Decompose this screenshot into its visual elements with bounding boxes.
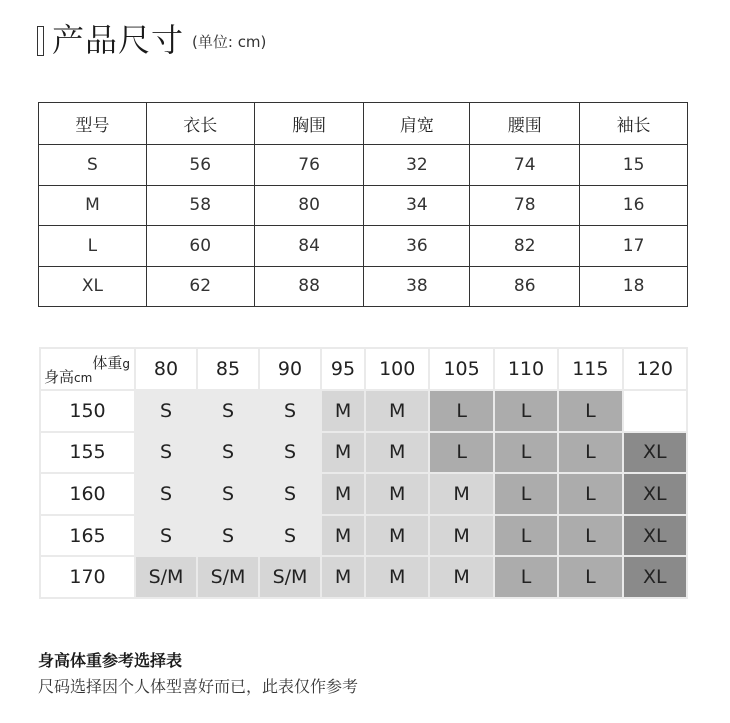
table-cell: 74 bbox=[470, 145, 580, 186]
title-marker bbox=[37, 26, 44, 56]
table-row bbox=[39, 266, 688, 307]
height-label: 身高 bbox=[44, 368, 75, 386]
size-cell: XL bbox=[623, 556, 687, 598]
size-cell: L bbox=[494, 432, 558, 474]
page-title bbox=[37, 20, 266, 60]
weight-header: 105 bbox=[429, 348, 493, 390]
note-title: 身高体重参考选择表 bbox=[38, 651, 183, 670]
weight-header: 95 bbox=[321, 348, 365, 390]
size-cell: XL bbox=[623, 432, 687, 474]
size-cell: S/M bbox=[197, 556, 259, 598]
size-cell: S bbox=[259, 515, 321, 557]
table-row bbox=[39, 226, 688, 267]
height-axis-label bbox=[44, 366, 92, 387]
weight-header: 85 bbox=[197, 348, 259, 390]
size-cell: L bbox=[558, 390, 622, 432]
table-cell: L bbox=[39, 226, 147, 267]
size-cell: S bbox=[197, 390, 259, 432]
table-cell: XL bbox=[39, 266, 147, 307]
table-cell: M bbox=[39, 185, 147, 226]
size-cell: M bbox=[365, 473, 429, 515]
table-cell: 86 bbox=[470, 266, 580, 307]
weight-unit: g bbox=[122, 357, 130, 371]
header-cell: 腰围 bbox=[470, 103, 580, 145]
size-cell: M bbox=[365, 390, 429, 432]
size-cell: M bbox=[429, 515, 493, 557]
weight-label: 体重 bbox=[92, 354, 123, 372]
size-cell: M bbox=[365, 556, 429, 598]
size-cell: L bbox=[558, 473, 622, 515]
size-cell: XL bbox=[623, 515, 687, 557]
size-table bbox=[38, 102, 688, 307]
weight-axis-label bbox=[92, 352, 130, 373]
size-cell: M bbox=[429, 556, 493, 598]
header-cell: 胸围 bbox=[254, 103, 364, 145]
table-cell: 88 bbox=[254, 266, 364, 307]
header-cell: 袖长 bbox=[580, 103, 688, 145]
size-table-header-row bbox=[39, 103, 688, 145]
table-cell: 80 bbox=[254, 185, 364, 226]
header-cell: 衣长 bbox=[146, 103, 254, 145]
table-row bbox=[40, 515, 687, 557]
size-cell: L bbox=[494, 473, 558, 515]
height-header: 170 bbox=[40, 556, 135, 598]
height-header: 165 bbox=[40, 515, 135, 557]
table-cell: 18 bbox=[580, 266, 688, 307]
height-weight-table bbox=[39, 347, 688, 599]
table-cell: 62 bbox=[146, 266, 254, 307]
size-cell: M bbox=[321, 556, 365, 598]
table-row bbox=[40, 432, 687, 474]
table-cell: 34 bbox=[364, 185, 470, 226]
table-cell: 76 bbox=[254, 145, 364, 186]
table-cell: 16 bbox=[580, 185, 688, 226]
header-cell: 型号 bbox=[39, 103, 147, 145]
table-row bbox=[40, 390, 687, 432]
table-row bbox=[40, 473, 687, 515]
size-cell: S/M bbox=[135, 556, 197, 598]
weight-header: 115 bbox=[558, 348, 622, 390]
weight-header: 80 bbox=[135, 348, 197, 390]
table-row bbox=[39, 185, 688, 226]
size-cell: M bbox=[429, 473, 493, 515]
size-cell: S bbox=[197, 432, 259, 474]
size-cell: M bbox=[365, 432, 429, 474]
table-cell: 32 bbox=[364, 145, 470, 186]
size-cell: S bbox=[259, 473, 321, 515]
size-cell: L bbox=[494, 390, 558, 432]
size-cell: M bbox=[321, 473, 365, 515]
size-cell: S bbox=[259, 432, 321, 474]
size-cell: S/M bbox=[259, 556, 321, 598]
ref-table-header-row bbox=[40, 348, 687, 390]
note-text: 尺码选择因个人体型喜好而已，此表仅作参考 bbox=[38, 677, 359, 696]
table-cell: 36 bbox=[364, 226, 470, 267]
size-cell: S bbox=[197, 473, 259, 515]
size-cell: L bbox=[494, 515, 558, 557]
corner-cell bbox=[40, 348, 135, 390]
size-cell: M bbox=[321, 390, 365, 432]
weight-header: 100 bbox=[365, 348, 429, 390]
size-cell: S bbox=[135, 515, 197, 557]
size-cell: M bbox=[365, 515, 429, 557]
size-cell: M bbox=[321, 515, 365, 557]
size-cell: S bbox=[135, 390, 197, 432]
table-cell: 56 bbox=[146, 145, 254, 186]
size-cell: S bbox=[135, 432, 197, 474]
weight-header: 120 bbox=[623, 348, 687, 390]
weight-header: 110 bbox=[494, 348, 558, 390]
size-cell: S bbox=[135, 473, 197, 515]
size-cell: S bbox=[197, 515, 259, 557]
table-cell: 58 bbox=[146, 185, 254, 226]
height-header: 150 bbox=[40, 390, 135, 432]
size-cell: L bbox=[558, 515, 622, 557]
table-cell: 78 bbox=[470, 185, 580, 226]
size-cell: L bbox=[429, 390, 493, 432]
table-cell: 84 bbox=[254, 226, 364, 267]
weight-header: 90 bbox=[259, 348, 321, 390]
size-cell: XL bbox=[623, 473, 687, 515]
table-cell: 82 bbox=[470, 226, 580, 267]
size-cell: L bbox=[558, 432, 622, 474]
table-cell: 15 bbox=[580, 145, 688, 186]
size-cell: S bbox=[259, 390, 321, 432]
size-cell: L bbox=[494, 556, 558, 598]
title-main: 产品尺寸 bbox=[52, 21, 185, 59]
table-cell: 17 bbox=[580, 226, 688, 267]
table-row bbox=[39, 145, 688, 186]
table-row bbox=[40, 556, 687, 598]
size-cell: L bbox=[558, 556, 622, 598]
table-cell: S bbox=[39, 145, 147, 186]
size-cell bbox=[623, 390, 687, 432]
size-cell: L bbox=[429, 432, 493, 474]
height-unit: cm bbox=[74, 371, 93, 385]
header-cell: 肩宽 bbox=[364, 103, 470, 145]
height-header: 160 bbox=[40, 473, 135, 515]
table-cell: 38 bbox=[364, 266, 470, 307]
height-header: 155 bbox=[40, 432, 135, 474]
size-cell: M bbox=[321, 432, 365, 474]
table-cell: 60 bbox=[146, 226, 254, 267]
title-unit: (单位: cm) bbox=[192, 33, 267, 51]
